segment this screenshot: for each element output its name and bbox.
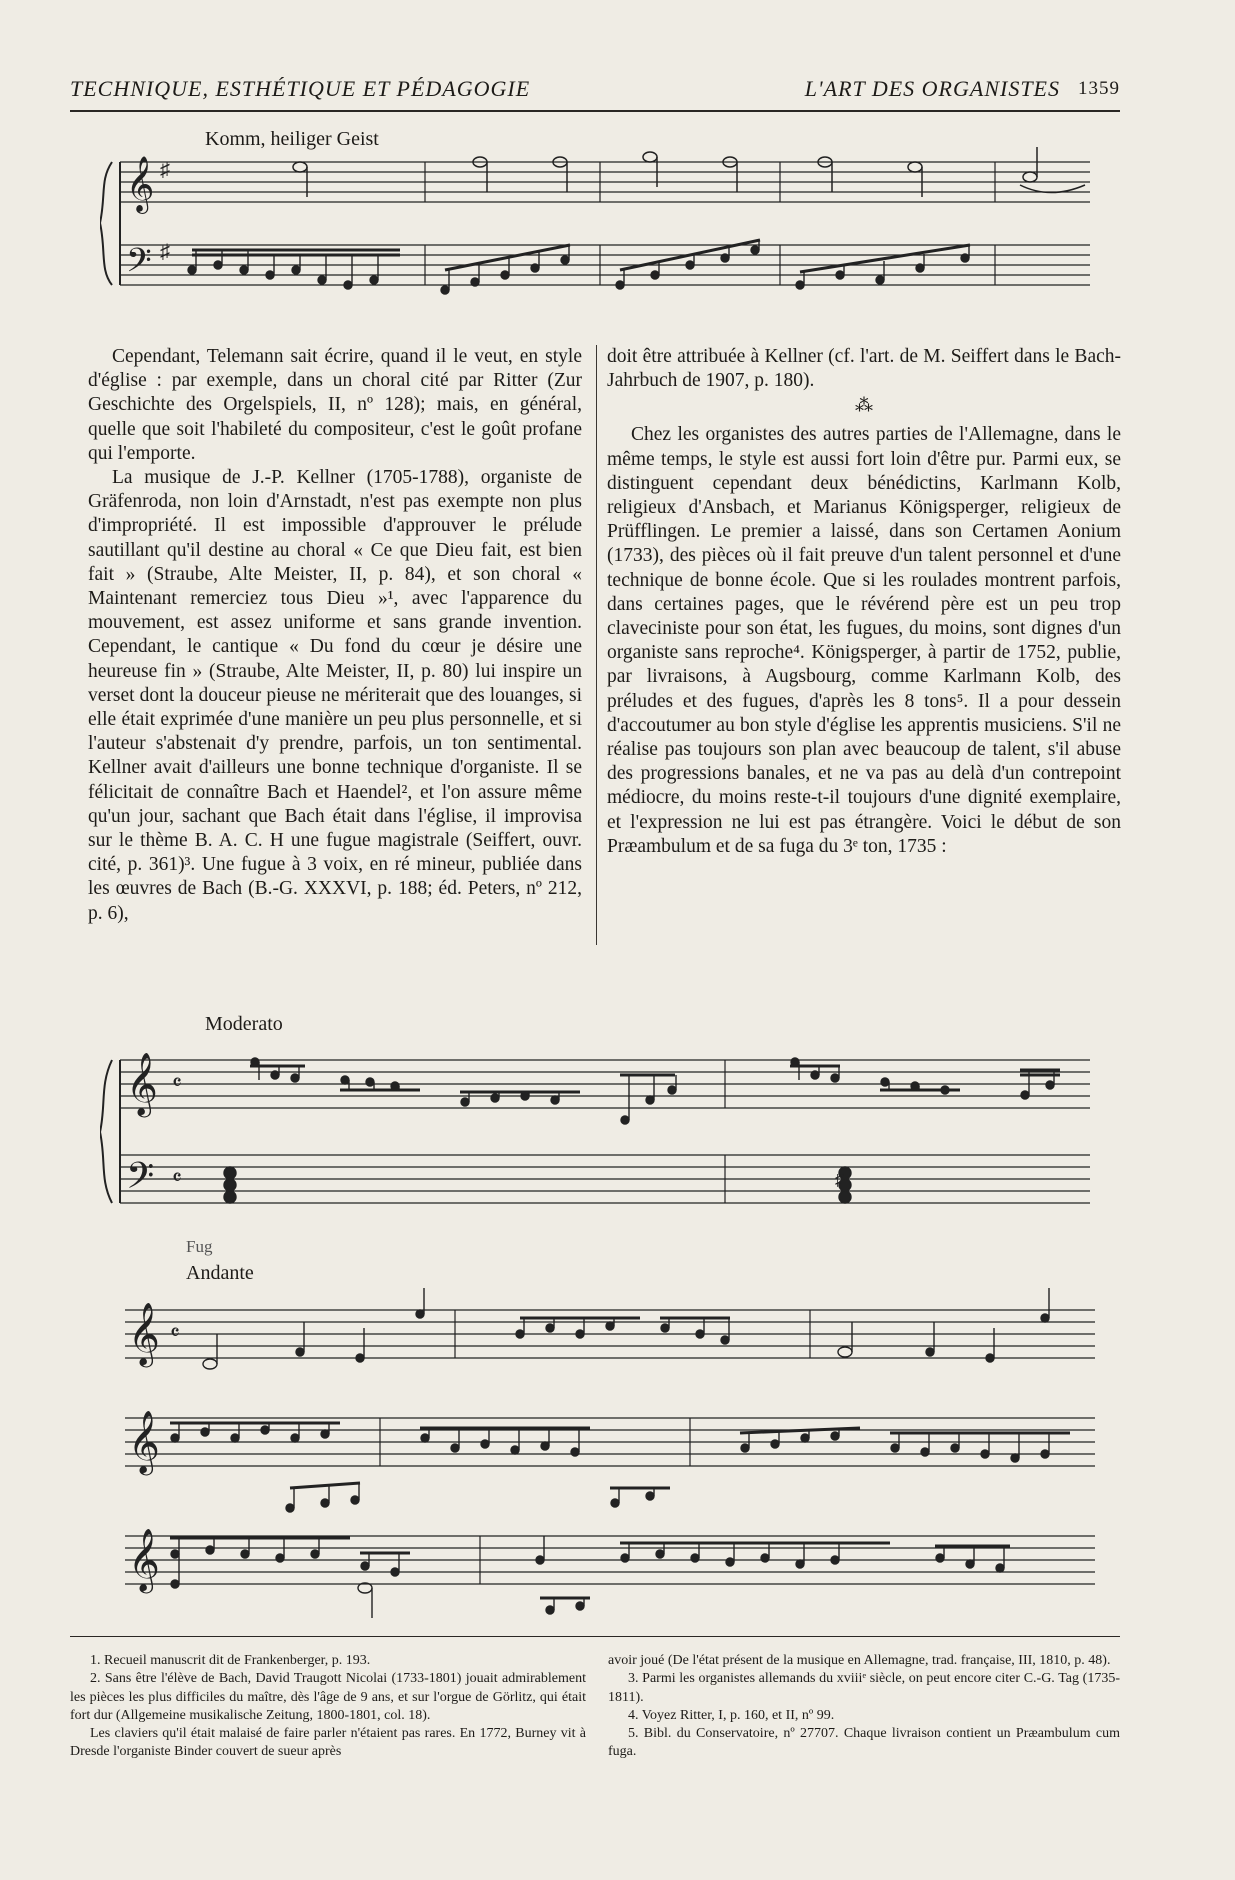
svg-text:𝄞: 𝄞 <box>128 1530 160 1590</box>
paragraph-kellner: La musique de J.-P. Kellner (1705-1788), organiste de Gräfenroda, non loin d'Arnstadt, n'est pas exempte non plus d'impropriété. Il est impossible d'approuver le prélude sautillant qu'il destine au choral « Ce que Dieu fait, est bien fait » (Straube, Alte Meister, II, p. 84), et son choral « Maintenant remerciez tous Dieu »¹, avec l'apparence du mouvement, est assez uniforme et sans grande invention. Cependant, le cantique « Du fond du cœur je désire une heureuse fin » (Straube, Alte Meister, II, p. 80) lui inspire un verset dont la douceur pieuse ne mériterait que des louanges, si elle était exprimée d'une manière un peu plus personnelle, et si l'auteur s'abstenait d'y prendre, parfois, un ton sentimental. Kellner avait d'ailleurs une bonne technique d'organiste. Il se félicitait de connaître Bach et Haendel², et l'on assure même qu'un jour, sachant que Bach était dans l'église, il improvisa sur le thème B. A. C. H une fugue magistrale (Seiffert, ouvr. cité, p. 361)³. Une fugue à 3 voix, en ré mineur, publiée dans les œuvres de Bach (B.-G. XXXVI, p. 188; éd. Peters, nº 212, p. 6), <box>88 467 582 924</box>
paragraph-telemann: Cependant, Telemann sait écrire, quand il le veut, en style d'église : par exemple, dans un choral cité par Ritter (Zur Geschichte des Orgelspiels, II, nº 128); mais, en général, quelle que soit l'habileté du compositeur, c'est le goût profane qui l'emporte. <box>88 346 582 464</box>
paragraph-kellner-cont: doit être attribuée à Kellner (cf. l'art. de M. Seiffert dans le Bach-Jahrbuch de 1907, p. 180). <box>607 346 1121 392</box>
page-number: 1359 <box>1078 78 1120 99</box>
text-column-right <box>607 345 1121 859</box>
svg-text:𝄴: 𝄴 <box>170 1320 180 1345</box>
chorale-title: Komm, heiliger Geist <box>205 128 379 150</box>
paragraph-other-organists: Chez les organistes des autres parties de l'Allemagne, dans le même temps, le style est aussi fort loin d'être pur. Parmi eux, se distinguent cependant deux bénédictins, Karlmann Kolb, religieux d'Ansbach, et Marianus Königsperger, religieux de Prüfflingen. Le premier a laissé, dans son Certamen Aonium (1733), des pièces où il fait preuve d'un talent personnel et d'une technique de bonne école. Que si les roulades montrent parfois, dans certaines pages, que le révérend père est un peu trop claveciniste pour son état, les fugues, du moins, sont dignes d'un organiste sans reproche⁴. Königsperger, à partir de 1752, publie, par livraisons, à Augsbourg, comme Karlmann Kolb, des préludes et des fugues, d'après les 8 tons⁵. Il a pour dessein d'accoutumer au bon style d'église les apprentis musiciens. S'il ne réalise pas toujours son plan avec beaucoup de talent, s'il abuse des progressions banales, et ne va pas au delà d'un contrepoint médiocre, du moins reste-t-il toujours d'une dignité exemplaire, et l'expression ne lui est pas étrangère. Voici le début de son Præambulum et de sa fuga du 3ᵉ ton, 1735 : <box>607 424 1121 857</box>
footnotes-left <box>70 1652 586 1762</box>
footnote-4: 4. Voyez Ritter, I, p. 160, et II, nº 99. <box>628 1707 835 1723</box>
music-example-praeambulum <box>100 1040 1130 1220</box>
fuga-label: Fug <box>186 1237 213 1256</box>
footnote-2-end: avoir joué (De l'état présent de la musique en Allemagne, trad. française, III, 1810, p. 48). <box>608 1653 1111 1668</box>
section-asterism: ⁂ <box>855 395 873 416</box>
svg-text:♯: ♯ <box>835 1169 844 1189</box>
text-column-left <box>88 345 582 926</box>
svg-text:♯: ♯ <box>160 241 170 263</box>
svg-text:𝄴: 𝄴 <box>172 1165 182 1190</box>
svg-text:𝄞: 𝄞 <box>126 158 155 211</box>
music-example-fuga <box>110 1288 1130 1618</box>
footnote-5: 5. Bibl. du Conservatoire, nº 27707. Chaque livraison contient un Præambulum cum fuga. <box>608 1726 1120 1760</box>
music-example-chorale <box>100 140 1130 305</box>
header-rule <box>70 110 1120 112</box>
svg-text:𝄞: 𝄞 <box>128 1412 160 1472</box>
svg-text:𝄴: 𝄴 <box>172 1070 182 1095</box>
footnote-3: 3. Parmi les organistes allemands du xviiiᵉ siècle, on peut encore citer C.-G. Tag (1735-1811). <box>608 1671 1120 1705</box>
svg-text:𝄢: 𝄢 <box>126 242 152 287</box>
svg-text:♯: ♯ <box>160 159 170 181</box>
tempo-moderato: Moderato <box>205 1013 283 1035</box>
running-head-left: TECHNIQUE, ESTHÉTIQUE ET PÉDAGOGIE <box>70 76 531 101</box>
footnote-2-cont: Les claviers qu'il était malaisé de faire parler n'étaient pas rares. En 1772, Burney vit à Dresde l'organiste Binder couvert de sueur après <box>70 1726 586 1760</box>
footnotes-right <box>608 1652 1120 1762</box>
footnote-2: 2. Sans être l'élève de Bach, David Traugott Nicolai (1733-1801) jouait admirablement les pièces les plus difficiles du maître, dès l'âge de 9 ans, et sur l'orgue de Görlitz, qui était fort dur (Allgemeine musikalische Zeitung, 1800-1801, col. 18). <box>70 1671 586 1723</box>
running-head-right: L'ART DES ORGANISTES <box>804 76 1060 101</box>
svg-text:𝄞: 𝄞 <box>128 1304 160 1364</box>
footnote-1: 1. Recueil manuscrit dit de Frankenberger, p. 193. <box>90 1653 371 1668</box>
footnote-rule <box>70 1636 1120 1637</box>
running-head <box>70 76 1120 104</box>
svg-text:𝄢: 𝄢 <box>126 1156 155 1205</box>
svg-text:𝄞: 𝄞 <box>126 1054 158 1114</box>
tempo-andante: Andante <box>186 1262 254 1284</box>
column-separator <box>596 345 597 945</box>
